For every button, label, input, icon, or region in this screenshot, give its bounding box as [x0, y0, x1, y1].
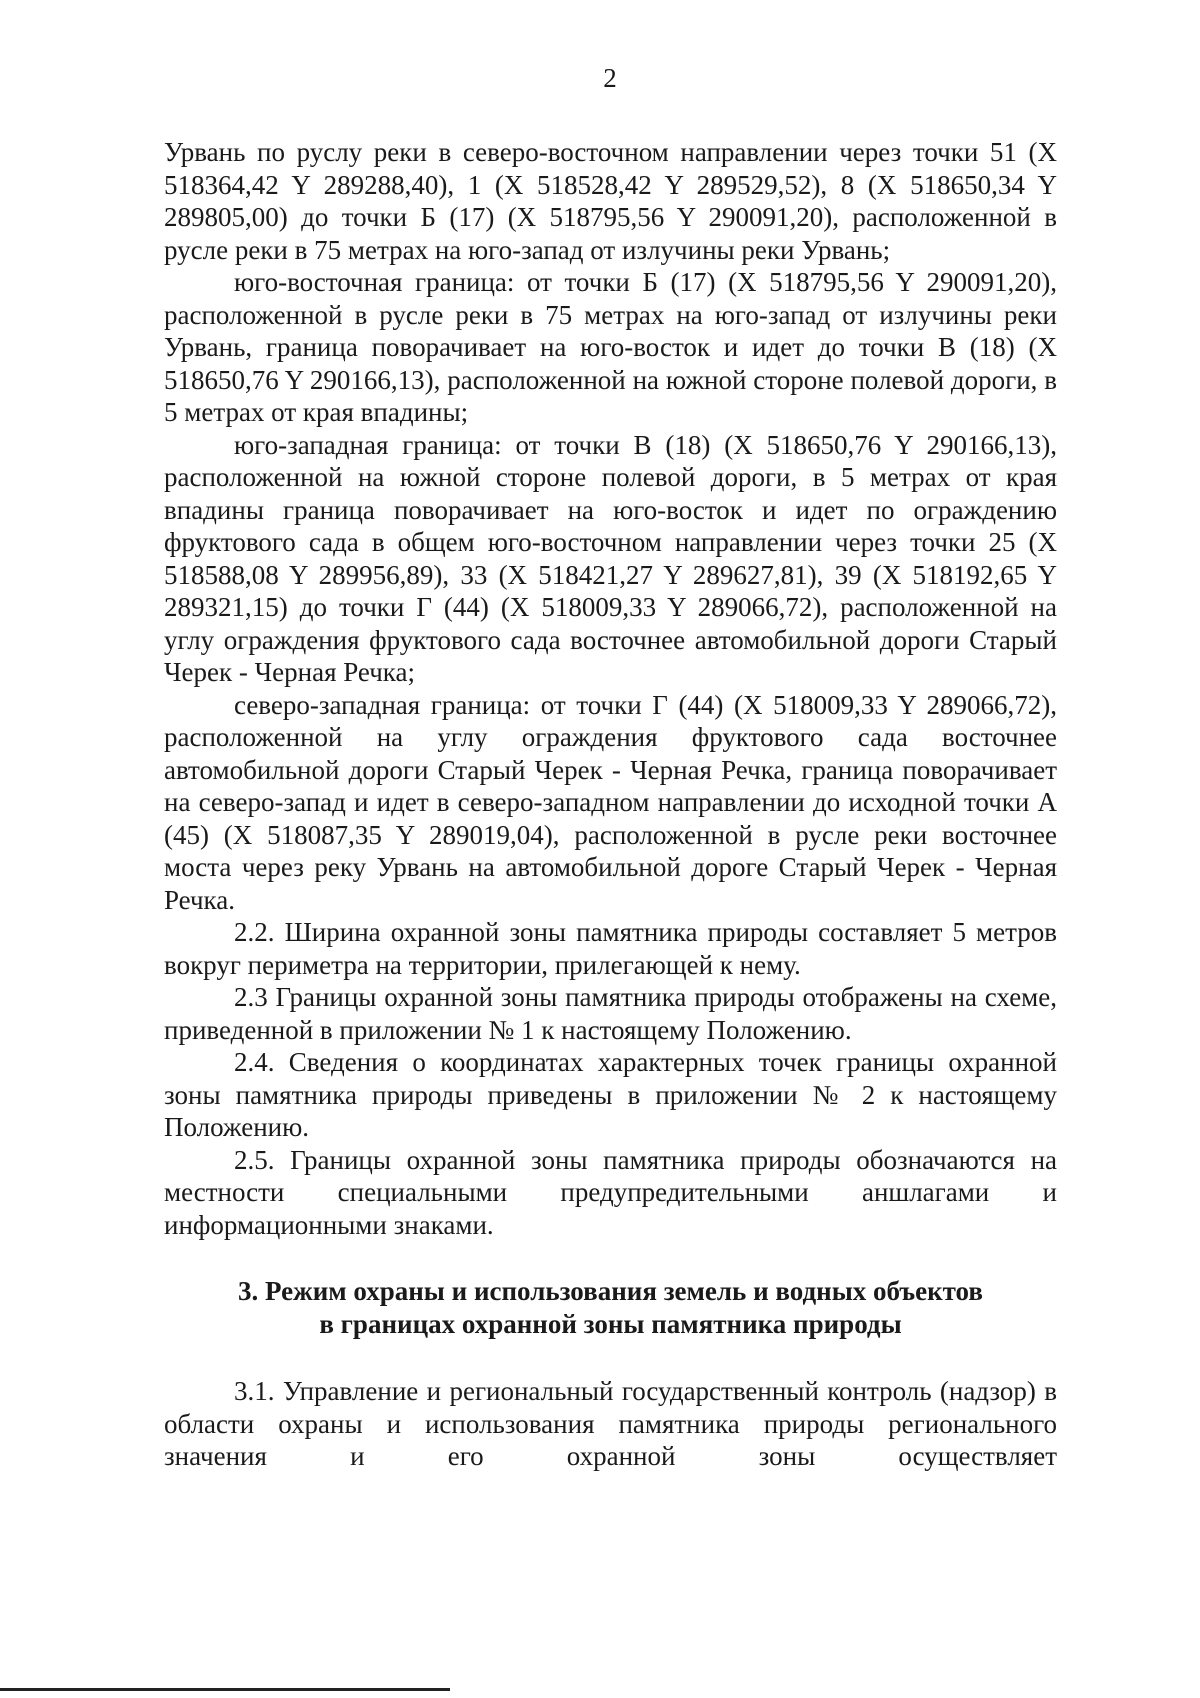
section-3-heading-line-2: в границах охранной зоны памятника природы — [319, 1309, 902, 1339]
page-number: 2 — [603, 63, 617, 93]
document-body — [164, 136, 1057, 1473]
section-3-heading-line-1: 3. Режим охраны и использования земель и водных объектов — [238, 1276, 983, 1306]
section-3-heading — [164, 1275, 1057, 1341]
paragraph-2-5-zone-signs: 2.5. Границы охранной зоны памятника природы обозначаются на местности специальными предупредительными аншлагами и информационными знаками. — [164, 1144, 1057, 1240]
paragraph-southwest-boundary: юго-западная граница: от точки В (18) (X 518650,76 Y 290166,13), расположенной на южной стороне полевой дороги, в 5 метрах от края впадины граница поворачивает на юго-восток и идет по ограждению фруктового сада в общем юго-восточном направлении через точки 25 (X 518588,08 Y 289956,89), 33 (X 518421,27 Y 289627,81), 39 (X 518192,65 Y 289321,15) до точки Г (44) (X 518009,33 Y 289066,72), расположенной на углу ограждения фруктового сада восточнее автомобильной дороги Старый Черек - Черная Речка; — [164, 429, 1057, 687]
paragraph-2-2-zone-width: 2.2. Ширина охранной зоны памятника природы составляет 5 метров вокруг периметра на территории, прилегающей к нему. — [164, 917, 1057, 980]
paragraph-southeast-boundary: юго-восточная граница: от точки Б (17) (X 518795,56 Y 290091,20), расположенной в русле реки в 75 метрах на юго-запад от излучины реки Урвань, граница поворачивает на юго-восток и идет до точки В (18) (X 518650,76 Y 290166,13), расположенной на южной стороне полевой дороги, в 5 метрах от края впадины; — [164, 267, 1057, 427]
paragraph-northwest-boundary: северо-западная граница: от точки Г (44) (X 518009,33 Y 289066,72), расположенной на углу ограждения фруктового сада восточнее автомобильной дороги Старый Черек - Черная Речка, граница поворачивает на северо-запад и идет в северо-западном направлении до исходной точки А (45) (X 518087,35 Y 289019,04), расположенной в русле реки восточнее моста через реку Урвань на автомобильной дороге Старый Черек - Черная Речка. — [164, 689, 1057, 915]
paragraph-urvan-riverbed: Урвань по руслу реки в северо-восточном направлении через точки 51 (X 518364,42 Y 289288,40), 1 (X 518528,42 Y 289529,52), 8 (X 518650,34 Y 289805,00) до точки Б (17) (X 518795,56 Y 290091,20), расположенной в русле реки в 75 метрах на юго-запад от излучины реки Урвань; — [164, 137, 1057, 265]
paragraph-2-4-coordinates: 2.4. Сведения о координатах характерных точек границы охранной зоны памятника природы приведены в приложении № 2 к настоящему Положению. — [164, 1047, 1057, 1142]
paragraph-3-1-management: 3.1. Управление и региональный государственный контроль (надзор) в области охраны и использования памятника природы регионального значения и его охранной зоны осуществляет — [164, 1376, 1057, 1471]
scan-edge-rule — [0, 1688, 450, 1691]
paragraph-2-3-zone-scheme: 2.3 Границы охранной зоны памятника природы отображены на схеме, приведенной в приложении № 1 к настоящему Положению. — [164, 982, 1057, 1045]
